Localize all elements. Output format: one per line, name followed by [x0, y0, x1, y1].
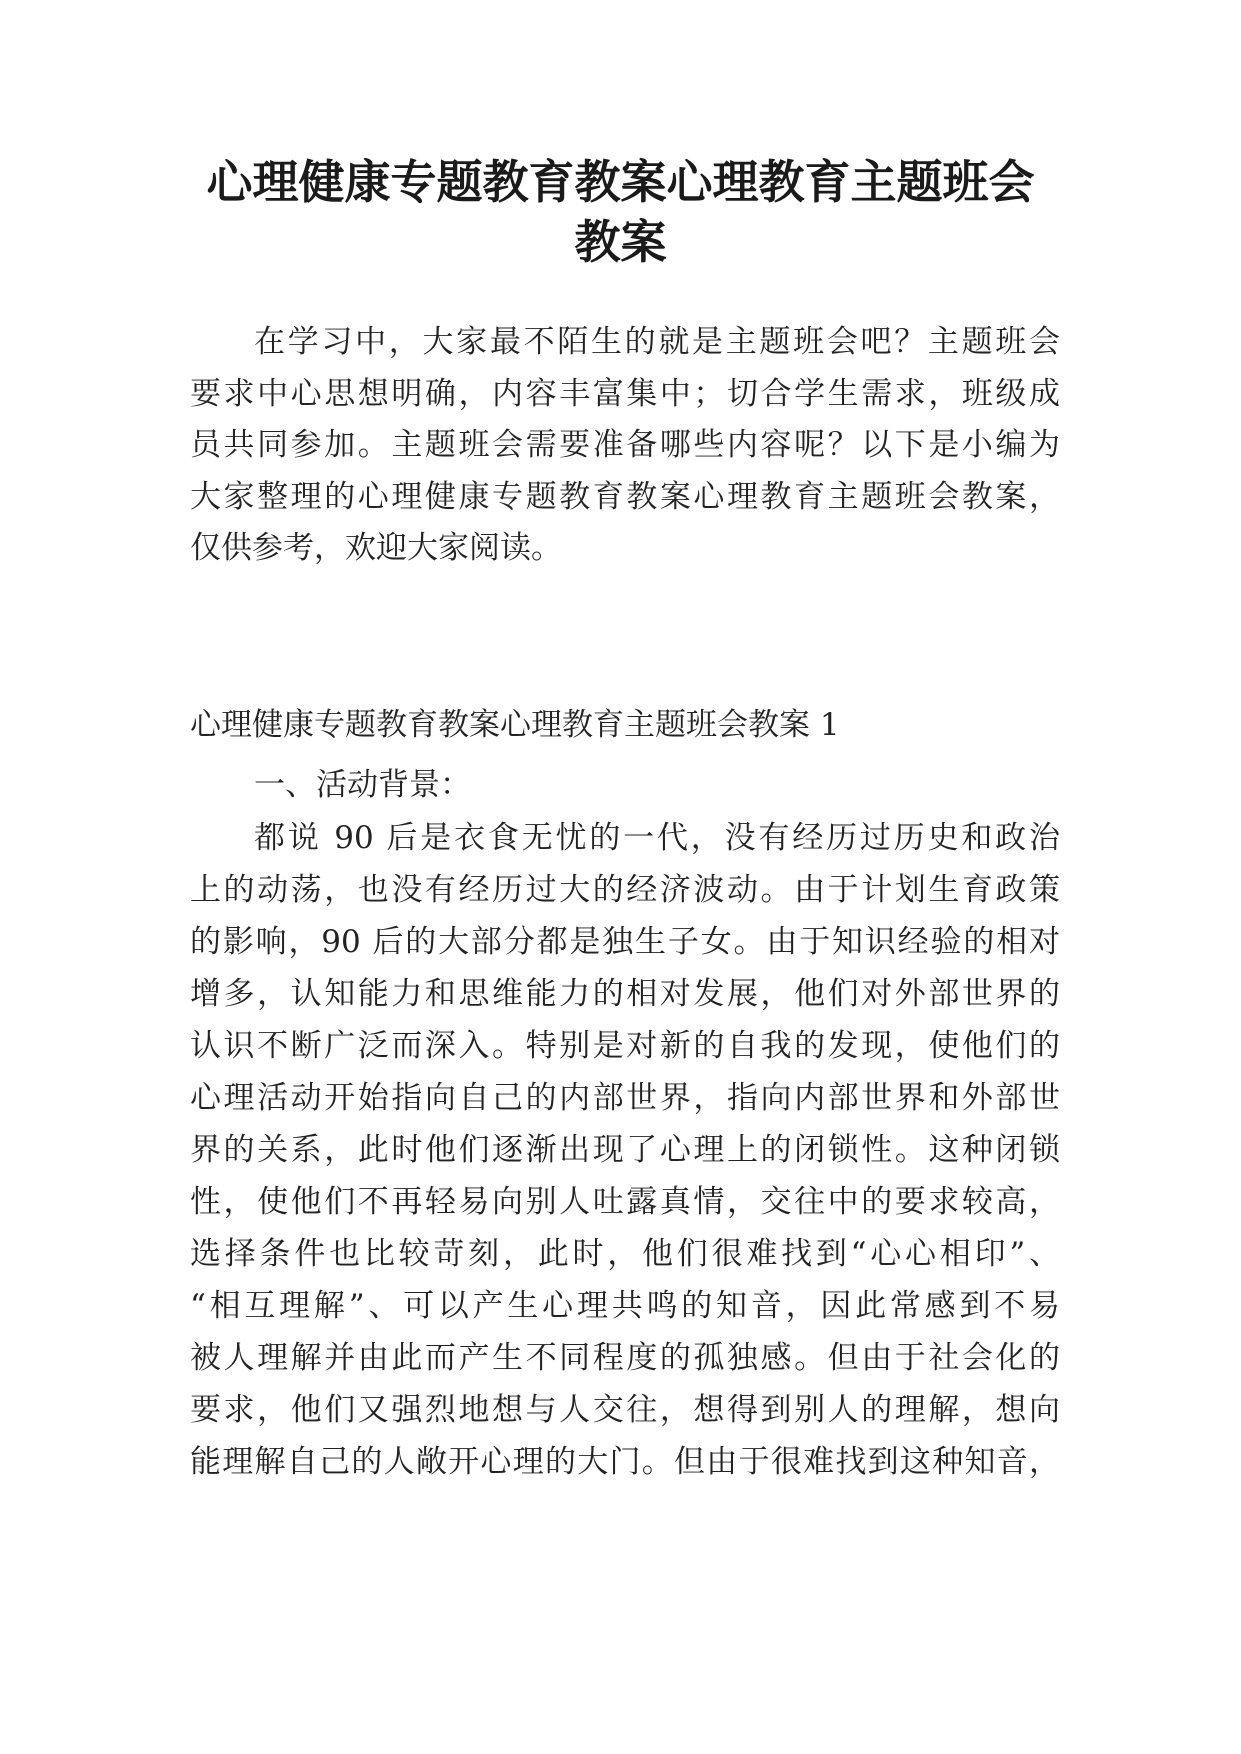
paragraph-line: 大家整理的心理健康专题教育教案心理教育主题班会教案，: [190, 479, 1060, 515]
paragraph-line: 都说 90 后是衣食无忧的一代，没有经历过历史和政治: [254, 820, 1060, 856]
paragraph-line: 员共同参加。主题班会需要准备哪些内容呢？以下是小编为: [190, 427, 1060, 463]
paragraph-line: 选择条件也比较苛刻，此时，他们很难找到“心心相印”、: [190, 1236, 1060, 1272]
paragraph-line: 增多，认知能力和思维能力的相对发展，他们对外部世界的: [190, 976, 1060, 1012]
sub-heading: 一、活动背景：: [254, 767, 471, 803]
paragraph-line: 界的关系，此时他们逐渐出现了心理上的闭锁性。这种闭锁: [190, 1132, 1060, 1168]
title-line: 教案: [574, 215, 667, 269]
paragraph-line: 要求中心思想明确，内容丰富集中；切合学生需求，班级成: [190, 376, 1060, 412]
paragraph-line: 在学习中，大家最不陌生的就是主题班会吧？主题班会: [254, 324, 1060, 360]
paragraph-line: 仅供参考，欢迎大家阅读。: [190, 530, 562, 566]
paragraph-line: 的影响，90 后的大部分都是独生子女。由于知识经验的相对: [190, 924, 1060, 960]
document-title: [150, 152, 1091, 272]
paragraph-line: 上的动荡，也没有经历过大的经济波动。由于计划生育政策: [190, 872, 1060, 908]
paragraph-line: 认识不断广泛而深入。特别是对新的自我的发现，使他们的: [190, 1028, 1060, 1064]
paragraph-line: 被人理解并由此而产生不同程度的孤独感。但由于社会化的: [190, 1340, 1060, 1376]
section-heading: 心理健康专题教育教案心理教育主题班会教案 1: [190, 707, 840, 743]
title-line: 心理健康专题教育教案心理教育主题班会: [206, 155, 1035, 209]
paragraph-line: “相互理解”、可以产生心理共鸣的知音，因此常感到不易: [190, 1288, 1060, 1324]
paragraph-line: 性，使他们不再轻易向别人吐露真情，交往中的要求较高，: [190, 1184, 1060, 1220]
paragraph-line: 心理活动开始指向自己的内部世界，指向内部世界和外部世: [190, 1080, 1060, 1116]
paragraph-line: 能理解自己的人敞开心理的大门。但由于很难找到这种知音，: [190, 1444, 1060, 1480]
paragraph-line: 要求，他们又强烈地想与人交往，想得到别人的理解，想向: [190, 1392, 1060, 1428]
